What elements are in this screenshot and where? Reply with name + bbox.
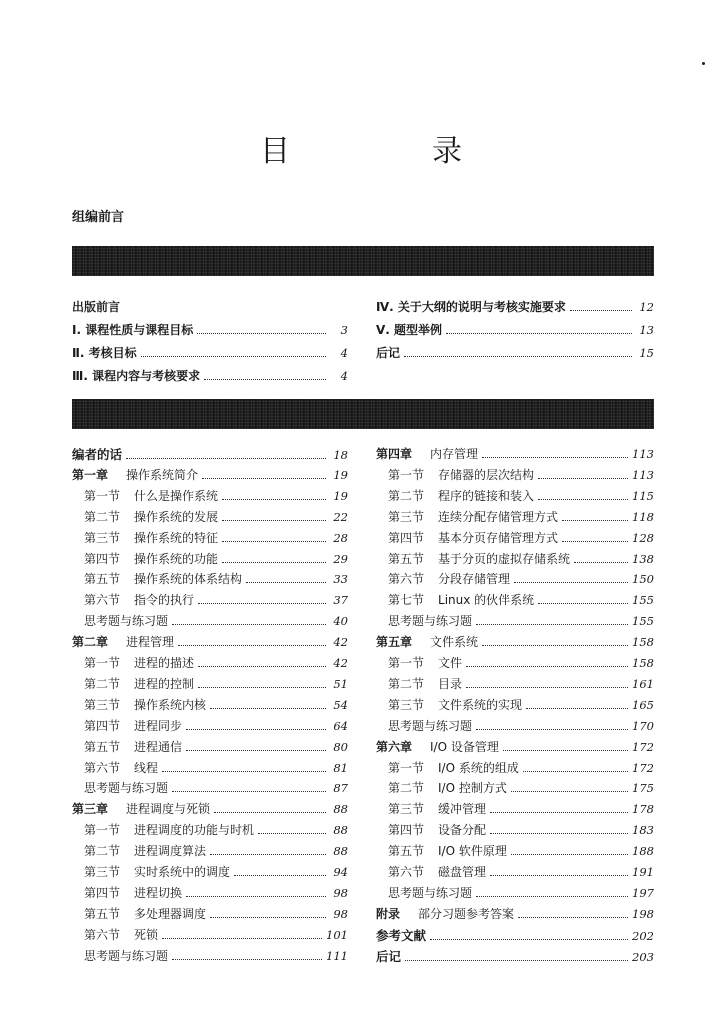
section-number: 第一节 bbox=[84, 823, 121, 838]
chapter-entry[interactable] bbox=[376, 905, 654, 922]
page-number: 37 bbox=[333, 593, 348, 608]
entry-title: 思考题与练习题 bbox=[84, 948, 169, 963]
toc-entry[interactable] bbox=[72, 926, 348, 943]
section-number: 第四节 bbox=[388, 823, 425, 838]
toc-entry[interactable] bbox=[72, 654, 348, 671]
entry-title: Ⅱ. 考核目标 bbox=[72, 346, 137, 360]
toc-entry[interactable] bbox=[72, 863, 348, 880]
entry-title: 参考文献 bbox=[376, 927, 427, 943]
toc-entry[interactable] bbox=[72, 487, 348, 504]
dot-leader bbox=[511, 853, 628, 855]
dot-leader bbox=[141, 355, 326, 357]
toc-entry[interactable] bbox=[72, 591, 348, 608]
toc-entry[interactable] bbox=[72, 884, 348, 901]
section-number: 第五节 bbox=[388, 844, 425, 859]
page-number: 81 bbox=[333, 760, 348, 775]
entry-title: 操作系统的发展 bbox=[134, 509, 219, 524]
page-number: 172 bbox=[632, 760, 654, 775]
section-number: 第四章 bbox=[376, 447, 413, 461]
toc-entry[interactable] bbox=[72, 550, 348, 567]
page-number: 161 bbox=[632, 676, 654, 691]
entry-title: Ⅳ. 关于大纲的说明与考核实施要求 bbox=[376, 300, 566, 314]
section-number: 第五节 bbox=[84, 572, 121, 587]
page-number: 128 bbox=[632, 530, 654, 545]
entry-title: Ⅲ. 课程内容与考核要求 bbox=[72, 369, 201, 383]
preface-heading: 组编前言 bbox=[72, 210, 125, 225]
toc-entry[interactable] bbox=[376, 717, 654, 734]
page-number: 118 bbox=[632, 509, 654, 524]
entry-title: I/O 控制方式 bbox=[438, 781, 507, 796]
page-number: 113 bbox=[632, 447, 654, 461]
section-number: 第三节 bbox=[388, 802, 425, 817]
section-number: 第二节 bbox=[84, 844, 121, 859]
dot-leader bbox=[172, 958, 322, 960]
toc-entry[interactable] bbox=[376, 675, 654, 692]
page-number: 54 bbox=[333, 697, 348, 712]
section-number: 第五节 bbox=[84, 739, 121, 754]
section-number: 第三节 bbox=[388, 509, 425, 524]
toc-entry[interactable] bbox=[376, 550, 654, 567]
entry-title: 部分习题参考答案 bbox=[418, 906, 515, 921]
entry-title: 分段存储管理 bbox=[438, 572, 511, 587]
entry-title: 出版前言 bbox=[72, 300, 121, 314]
dot-leader bbox=[490, 874, 628, 876]
toc-entry[interactable] bbox=[72, 570, 348, 587]
page-number: 88 bbox=[333, 844, 348, 859]
entry-title: 进程通信 bbox=[134, 739, 183, 754]
entry-title: 实时系统中的调度 bbox=[134, 865, 231, 879]
entry-title: 基本分页存储管理方式 bbox=[438, 530, 559, 545]
entry-title: 后记 bbox=[376, 346, 401, 360]
entry-title: 操作系统的体系结构 bbox=[134, 572, 243, 587]
page-number: 40 bbox=[333, 614, 348, 629]
page-number: 172 bbox=[632, 739, 654, 754]
section-number: 第六节 bbox=[84, 760, 121, 775]
toc-entry[interactable] bbox=[72, 717, 348, 734]
dot-leader bbox=[186, 728, 326, 730]
toc-entry[interactable] bbox=[376, 654, 654, 671]
entry-title: 缓冲管理 bbox=[438, 802, 487, 817]
chapter-entry[interactable] bbox=[72, 466, 348, 483]
chapter-entry[interactable] bbox=[72, 633, 348, 650]
section-band-syllabus bbox=[72, 246, 654, 276]
page-number: 158 bbox=[632, 656, 654, 670]
entry-title: 进程调度与死锁 bbox=[126, 802, 211, 817]
toc-entry[interactable] bbox=[376, 779, 654, 796]
page-number: 33 bbox=[333, 572, 348, 587]
toc-entry[interactable] bbox=[376, 529, 654, 546]
toc-entry[interactable] bbox=[72, 842, 348, 859]
page-number: 138 bbox=[632, 551, 654, 566]
toc-entry[interactable] bbox=[376, 487, 654, 504]
entry-title: 操作系统的功能 bbox=[134, 551, 219, 566]
toc-entry[interactable] bbox=[72, 445, 348, 463]
toc-entry[interactable] bbox=[72, 675, 348, 692]
chapter-entry[interactable] bbox=[376, 738, 654, 755]
dot-leader bbox=[178, 644, 326, 646]
page-number: 178 bbox=[632, 802, 654, 817]
dot-leader bbox=[446, 332, 632, 334]
dot-leader bbox=[466, 665, 628, 667]
toc-entry[interactable] bbox=[376, 696, 654, 713]
page-number: 29 bbox=[333, 551, 348, 566]
toc-entry[interactable] bbox=[376, 591, 654, 608]
dot-leader bbox=[482, 456, 628, 458]
entry-title: 进程管理 bbox=[126, 635, 175, 650]
section-number: 第一节 bbox=[388, 467, 425, 482]
dot-leader bbox=[198, 665, 326, 667]
entry-title: 思考题与练习题 bbox=[388, 614, 473, 629]
page-number: 202 bbox=[632, 928, 654, 943]
toc-entry[interactable] bbox=[72, 759, 348, 776]
page-number: 12 bbox=[639, 300, 654, 314]
page-number: 51 bbox=[333, 676, 348, 691]
entry-title: 存储器的层次结构 bbox=[438, 467, 535, 482]
section-number: 第二节 bbox=[388, 488, 425, 503]
dot-leader bbox=[210, 853, 326, 855]
section-number: 第六节 bbox=[388, 865, 425, 879]
entry-title: 设备分配 bbox=[438, 823, 487, 838]
dot-leader bbox=[518, 916, 628, 918]
dot-leader bbox=[210, 916, 326, 918]
toc-entry[interactable] bbox=[376, 842, 654, 859]
entry-title: 进程调度算法 bbox=[134, 844, 207, 859]
toc-entry[interactable] bbox=[72, 529, 348, 546]
toc-entry[interactable] bbox=[376, 821, 654, 838]
section-number: 第六节 bbox=[84, 927, 121, 942]
toc-entry[interactable] bbox=[72, 344, 348, 361]
toc-entry[interactable] bbox=[376, 926, 654, 944]
entry-title: 文件系统的实现 bbox=[438, 697, 523, 712]
section-number: 第三节 bbox=[388, 697, 425, 712]
toc-entry[interactable] bbox=[376, 863, 654, 880]
section-number: 第二节 bbox=[388, 781, 425, 796]
toc-entry[interactable] bbox=[376, 508, 654, 525]
scan-speck bbox=[702, 62, 705, 65]
dot-leader bbox=[197, 332, 326, 334]
toc-entry[interactable] bbox=[72, 947, 348, 964]
dot-leader bbox=[172, 623, 326, 625]
page-number: 158 bbox=[632, 635, 654, 650]
entry-title: 进程切换 bbox=[134, 885, 183, 900]
toc-entry[interactable] bbox=[72, 508, 348, 525]
entry-title: Linux 的伙伴系统 bbox=[438, 593, 535, 608]
entry-title: 思考题与练习题 bbox=[388, 718, 473, 733]
dot-leader bbox=[222, 540, 326, 542]
page-number: 18 bbox=[333, 448, 348, 462]
entry-title: 多处理器调度 bbox=[134, 906, 207, 921]
dot-leader bbox=[538, 602, 628, 604]
toc-entry[interactable] bbox=[376, 570, 654, 587]
section-band-textbook bbox=[72, 399, 654, 429]
section-number: 第三节 bbox=[84, 865, 121, 879]
page-number: 165 bbox=[632, 697, 654, 712]
section-number: 附录 bbox=[376, 906, 401, 921]
entry-title: 编者的话 bbox=[72, 447, 123, 462]
entry-title: I/O 软件原理 bbox=[438, 844, 507, 859]
dot-leader bbox=[258, 832, 326, 834]
page-number: 19 bbox=[333, 488, 348, 503]
page-number: 42 bbox=[333, 635, 348, 650]
entry-title: 文件 bbox=[438, 656, 463, 670]
toc-entry[interactable] bbox=[376, 321, 654, 338]
page-number: 15 bbox=[639, 346, 654, 360]
page-number: 80 bbox=[333, 739, 348, 754]
page-number: 42 bbox=[333, 656, 348, 670]
toc-entry[interactable] bbox=[376, 759, 654, 776]
page-number: 88 bbox=[333, 802, 348, 817]
entry-title: 内存管理 bbox=[430, 447, 479, 461]
toc-entry[interactable] bbox=[376, 884, 654, 901]
page-number: 183 bbox=[632, 823, 654, 838]
dot-leader bbox=[538, 498, 628, 500]
dot-leader bbox=[503, 749, 628, 751]
section-number: 第一节 bbox=[388, 760, 425, 775]
toc-entry[interactable] bbox=[376, 612, 654, 629]
section-number: 第二节 bbox=[84, 509, 121, 524]
entry-title: 思考题与练习题 bbox=[84, 614, 169, 629]
toc-entry[interactable] bbox=[72, 298, 348, 315]
dot-leader bbox=[490, 811, 628, 813]
dot-leader bbox=[202, 477, 326, 479]
section-number: 第二节 bbox=[388, 676, 425, 691]
toc-entry[interactable] bbox=[72, 696, 348, 713]
section-number: 第一节 bbox=[388, 656, 425, 670]
page-number: 155 bbox=[632, 614, 654, 629]
page-number: 203 bbox=[632, 949, 654, 964]
page-title: 目 录 bbox=[260, 134, 518, 169]
page-number: 113 bbox=[632, 467, 654, 482]
entry-title: 思考题与练习题 bbox=[84, 781, 169, 796]
page-number: 3 bbox=[340, 323, 348, 337]
dot-leader bbox=[404, 355, 632, 357]
dot-leader bbox=[466, 686, 628, 688]
dot-leader bbox=[523, 770, 628, 772]
entry-title: 连续分配存储管理方式 bbox=[438, 509, 559, 524]
page-number: 88 bbox=[333, 823, 348, 838]
section-number: 第四节 bbox=[388, 530, 425, 545]
page-number: 19 bbox=[333, 467, 348, 482]
dot-leader bbox=[186, 749, 326, 751]
page-number: 101 bbox=[326, 927, 348, 942]
dot-leader bbox=[405, 959, 628, 961]
dot-leader bbox=[570, 309, 632, 311]
toc-entry[interactable] bbox=[376, 466, 654, 483]
page-number: 155 bbox=[632, 593, 654, 608]
dot-leader bbox=[538, 477, 628, 479]
dot-leader bbox=[482, 644, 628, 646]
entry-title: 后记 bbox=[376, 948, 402, 964]
toc-entry[interactable] bbox=[376, 947, 654, 965]
section-number: 第四节 bbox=[84, 718, 121, 733]
page-number: 197 bbox=[632, 885, 654, 900]
dot-leader bbox=[476, 623, 628, 625]
section-number: 第一节 bbox=[84, 656, 121, 670]
dot-leader bbox=[562, 519, 628, 521]
dot-leader bbox=[172, 790, 326, 792]
section-number: 第三节 bbox=[84, 697, 121, 712]
page-number: 94 bbox=[333, 865, 348, 879]
entry-title: 操作系统内核 bbox=[134, 697, 207, 712]
dot-leader bbox=[574, 561, 628, 563]
entry-title: 操作系统的特征 bbox=[134, 530, 219, 545]
section-number: 第一章 bbox=[72, 467, 109, 482]
page-number: 64 bbox=[333, 718, 348, 733]
toc-entry[interactable] bbox=[72, 321, 348, 338]
entry-title: I/O 设备管理 bbox=[430, 739, 499, 754]
section-number: 第三章 bbox=[72, 802, 109, 817]
dot-leader bbox=[222, 561, 326, 563]
entry-title: Ⅴ. 题型举例 bbox=[376, 323, 443, 337]
entry-title: 基于分页的虚拟存储系统 bbox=[438, 551, 571, 566]
dot-leader bbox=[204, 378, 326, 380]
section-number: 第六节 bbox=[388, 572, 425, 587]
section-number: 第一节 bbox=[84, 488, 121, 503]
dot-leader bbox=[126, 457, 326, 459]
page-number: 170 bbox=[632, 718, 654, 733]
dot-leader bbox=[162, 770, 326, 772]
page-number: 150 bbox=[632, 572, 654, 587]
section-number: 第七节 bbox=[388, 593, 425, 608]
entry-title: 进程的控制 bbox=[134, 676, 195, 691]
section-number: 第六节 bbox=[84, 593, 121, 608]
page-number: 98 bbox=[333, 906, 348, 921]
page-number: 13 bbox=[639, 323, 654, 337]
section-number: 第五章 bbox=[376, 635, 413, 650]
dot-leader bbox=[222, 498, 326, 500]
section-number: 第二节 bbox=[84, 676, 121, 691]
entry-title: 进程同步 bbox=[134, 718, 183, 733]
entry-title: 指令的执行 bbox=[134, 593, 195, 608]
entry-title: 死锁 bbox=[134, 927, 159, 942]
section-number: 第三节 bbox=[84, 530, 121, 545]
page-number: 188 bbox=[632, 844, 654, 859]
toc-entry[interactable] bbox=[72, 738, 348, 755]
chapter-entry[interactable] bbox=[72, 800, 348, 817]
dot-leader bbox=[186, 895, 326, 897]
entry-title: 线程 bbox=[134, 760, 159, 775]
entry-title: I/O 系统的组成 bbox=[438, 760, 519, 775]
page-number: 191 bbox=[632, 865, 654, 879]
section-number: 第六章 bbox=[376, 739, 413, 754]
dot-leader bbox=[210, 707, 326, 709]
entry-title: 什么是操作系统 bbox=[134, 488, 219, 503]
section-number: 第四节 bbox=[84, 551, 121, 566]
dot-leader bbox=[222, 519, 326, 521]
toc-entry[interactable] bbox=[72, 905, 348, 922]
toc-entry[interactable] bbox=[72, 612, 348, 629]
dot-leader bbox=[476, 728, 628, 730]
dot-leader bbox=[430, 938, 628, 940]
page-number: 4 bbox=[340, 346, 348, 360]
section-number: 第五节 bbox=[388, 551, 425, 566]
section-number: 第四节 bbox=[84, 885, 121, 900]
dot-leader bbox=[511, 790, 628, 792]
page-number: 115 bbox=[632, 488, 654, 503]
page-number: 28 bbox=[333, 530, 348, 545]
dot-leader bbox=[514, 581, 628, 583]
page-number: 175 bbox=[632, 781, 654, 796]
dot-leader bbox=[198, 602, 326, 604]
toc-entry[interactable] bbox=[72, 367, 348, 384]
section-number: 第五节 bbox=[84, 906, 121, 921]
toc-entry[interactable] bbox=[376, 298, 654, 315]
toc-entry[interactable] bbox=[72, 821, 348, 838]
chapter-entry[interactable] bbox=[376, 445, 654, 462]
dot-leader bbox=[476, 895, 628, 897]
dot-leader bbox=[526, 707, 628, 709]
dot-leader bbox=[198, 686, 326, 688]
entry-title: 目录 bbox=[438, 676, 463, 691]
toc-entry[interactable] bbox=[72, 779, 348, 796]
dot-leader bbox=[214, 811, 326, 813]
entry-title: Ⅰ. 课程性质与课程目标 bbox=[72, 323, 194, 337]
toc-entry[interactable] bbox=[376, 800, 654, 817]
entry-title: 操作系统简介 bbox=[126, 467, 199, 482]
entry-title: 进程调度的功能与时机 bbox=[134, 823, 255, 838]
dot-leader bbox=[234, 874, 326, 876]
entry-title: 思考题与练习题 bbox=[388, 885, 473, 900]
page-number: 198 bbox=[632, 906, 654, 921]
entry-title: 程序的链接和装入 bbox=[438, 488, 535, 503]
page-number: 111 bbox=[326, 948, 348, 963]
section-number: 第二章 bbox=[72, 635, 109, 650]
page-number: 4 bbox=[340, 369, 348, 383]
entry-title: 磁盘管理 bbox=[438, 865, 487, 879]
entry-title: 进程的描述 bbox=[134, 656, 195, 670]
toc-entry[interactable] bbox=[376, 344, 654, 361]
dot-leader bbox=[562, 540, 628, 542]
dot-leader bbox=[162, 937, 322, 939]
entry-title: 文件系统 bbox=[430, 635, 479, 650]
page-number: 22 bbox=[333, 509, 348, 524]
page-number: 87 bbox=[333, 781, 348, 796]
page-number: 98 bbox=[333, 885, 348, 900]
dot-leader bbox=[246, 581, 326, 583]
chapter-entry[interactable] bbox=[376, 633, 654, 650]
dot-leader bbox=[490, 832, 628, 834]
